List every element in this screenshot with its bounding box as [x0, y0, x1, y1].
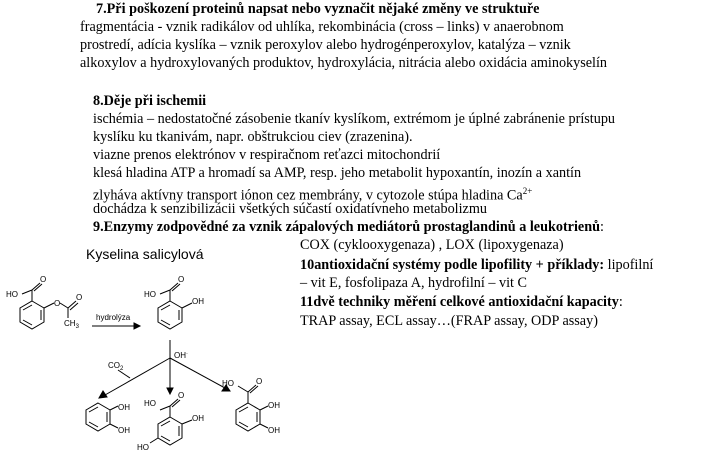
heading-9 — [93, 218, 604, 236]
salicylic-acid-molecule — [144, 275, 204, 329]
co2-main: CO — [108, 361, 120, 370]
heading-11-text: 11dvě techniky měření celkové antioxidační kapacity — [300, 294, 619, 310]
text-10-line-2: – vit E, fosfolipaza A, hydrofilní – vit C — [300, 275, 527, 291]
ca-superscript: 2+ — [522, 186, 533, 196]
heading-8: 8.Děje při ischemii — [93, 93, 207, 109]
aspirin-o-label: O — [40, 275, 47, 284]
ch3-sub: 3 — [75, 324, 79, 330]
text-7-line-1: fragmentácia - vznik radikálov od uhlíka, rekombinácia (cross – links) v anaerobnom — [80, 19, 564, 35]
aspirin-ch3-label — [64, 319, 80, 330]
oh-radical-text: OH — [174, 351, 186, 360]
heading-10-text: 10antioxidační systémy podle lipofility + příklady: — [300, 257, 605, 273]
dhba-25-ho2-label: HO — [137, 443, 149, 452]
heading-9-text: 9.Enzymy zodpovědné za vznik zápalových mediátorů prostaglandinů a leukotrienů — [93, 219, 600, 235]
text-8-line-6: dochádza k senzibilizácii všetkých súčastí oxidatívneho metabolizmu — [93, 201, 487, 217]
figure-title: Kyselina salicylová — [86, 246, 204, 262]
text-8-line-5-main: zlyháva aktívny transport iónon cez membrány, v cytozole stúpa hladina Ca — [93, 187, 523, 204]
catechol-molecule — [86, 403, 130, 435]
heading-10 — [300, 256, 653, 274]
catechol-oh2-label: OH — [118, 426, 130, 435]
co2-sub: 2 — [120, 366, 124, 372]
dhba-23-molecule — [222, 377, 280, 435]
aspirin-o2-label: O — [76, 293, 83, 302]
heading-9-colon: : — [600, 219, 604, 235]
text-8-line-1: ischémia – nedostatočné zásobenie tkanív kyslíkom, extrémom je úplné zabránenie prístupu — [93, 111, 616, 127]
dhba-23-ho-label: HO — [222, 379, 234, 388]
heading-11-colon: : — [618, 294, 623, 310]
text-9-line: COX (cyklooxygenaza) , LOX (lipoxygenaza) — [300, 237, 564, 253]
dhba-23-o-label: O — [256, 377, 263, 386]
reaction-branches — [99, 340, 230, 398]
salicylic-acid-scheme — [0, 240, 300, 458]
aspirin-ho-label: HO — [6, 290, 18, 299]
text-8-line-2: kyslíku ku tkanivám, napr. obštrukciou ciev (zrazenina). — [93, 129, 413, 145]
dhba-25-ho-label: HO — [144, 399, 156, 408]
salicylic-o-label: O — [178, 275, 185, 284]
text-7-line-2: prostredí, adícia kyslíka – vznik peroxylov alebo hydrogénperoxylov, katalýza – vznik — [80, 37, 571, 53]
text-8-line-4: klesá hladina ATP a hromadí sa AMP, resp. jeho metabolit hypoxantín, inozín a xantín — [93, 165, 582, 181]
hydrolysis-arrow — [92, 313, 140, 329]
oh-radical-label: OH· — [174, 351, 188, 360]
catechol-oh1-label: OH — [118, 403, 130, 412]
heading-7: 7.Při poškození proteinů napsat nebo vyznačit nějaké změny ve struktuře — [96, 1, 540, 17]
text-8-line-3: viazne prenos elektrónov v respiračnom reťazci mitochondrií — [93, 147, 441, 163]
salicylic-ho-label: HO — [144, 290, 156, 299]
hydrolysis-label: hydrolýza — [96, 313, 131, 322]
aspirin-ester-o-label: O — [54, 299, 61, 308]
dhba-25-o-label: O — [178, 391, 185, 400]
text-10-line-1-tail: lipofilní — [604, 257, 654, 273]
dhba-25-oh-label: OH — [192, 414, 204, 423]
text-11-line: TRAP assay, ECL assay…(FRAP assay, ODP assay) — [300, 313, 598, 329]
dhba-23-oh1-label: OH — [268, 401, 280, 410]
heading-11 — [300, 293, 623, 311]
text-7-line-3: alkoxylov a hydroxylovaných produktov, hydroxylácia, nitrácia alebo oxidácia aminokyselín — [80, 55, 608, 71]
dhba-23-oh2-label: OH — [268, 426, 280, 435]
salicylic-oh-label: OH — [192, 297, 204, 306]
aspirin-molecule — [6, 275, 82, 330]
dhba-25-molecule — [137, 391, 204, 452]
co2-label — [108, 361, 124, 372]
ch3-main: CH — [64, 319, 76, 328]
